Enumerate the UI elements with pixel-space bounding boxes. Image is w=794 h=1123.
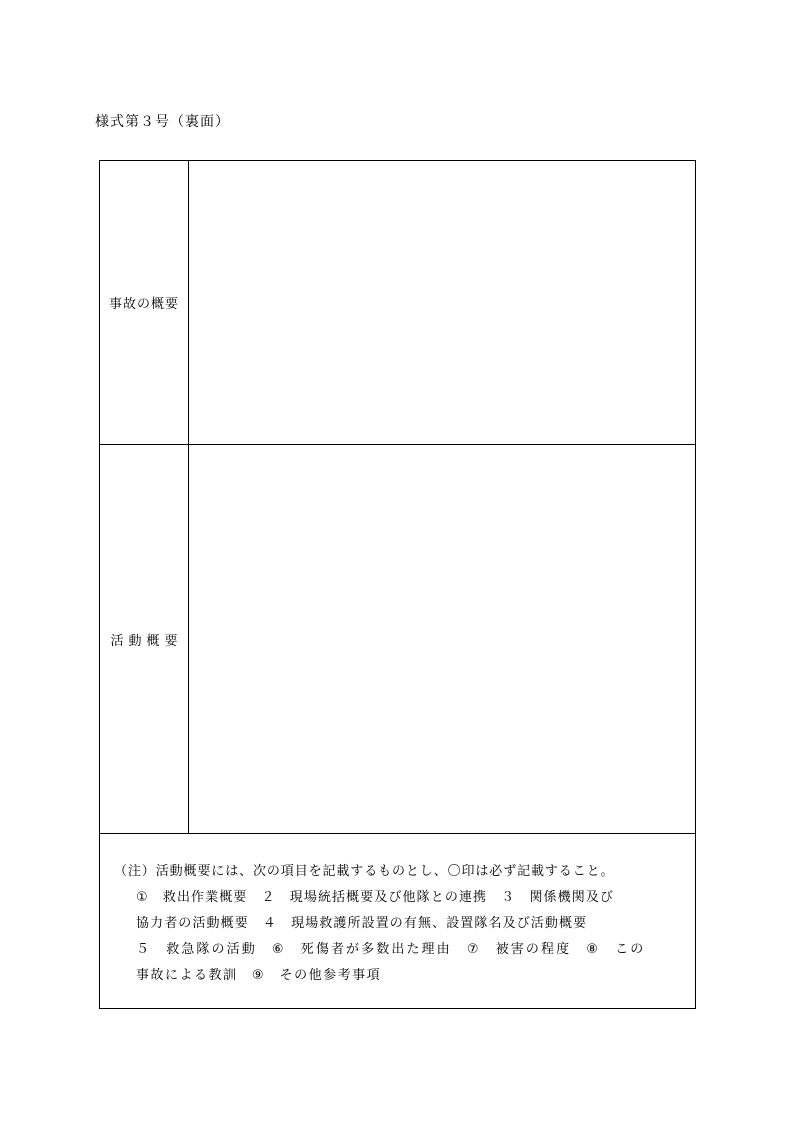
note-line: （注）活動概要には、次の項目を記載するものとし、〇印は必ず記載すること。 bbox=[114, 864, 615, 879]
activity-summary-label-cell bbox=[100, 445, 189, 833]
accident-summary-row bbox=[100, 161, 695, 445]
note-line: 協力者の活動概要 ４ 現場救護所設置の有無、設置隊名及び活動概要 bbox=[136, 916, 588, 931]
note-line: 事故による教訓 ⑨ その他参考事項 bbox=[136, 968, 382, 983]
accident-summary-label: 事故の概要 bbox=[108, 297, 179, 312]
note-line: ① 救出作業概要 ２ 現場統括概要及び他隊との連携 ３ 関係機関及び bbox=[136, 890, 615, 905]
report-table bbox=[99, 160, 696, 1009]
accident-summary-field[interactable] bbox=[189, 161, 695, 444]
notes-row bbox=[100, 834, 695, 1009]
activity-summary-label: 活動概要 bbox=[110, 633, 183, 649]
note-line: ５ 救急隊の活動 ⑥ 死傷者が多数出た理由 ⑦ 被害の程度 ⑧ この bbox=[136, 942, 646, 957]
accident-summary-label-cell bbox=[100, 161, 189, 444]
activity-summary-row bbox=[100, 445, 695, 834]
activity-summary-field[interactable] bbox=[189, 445, 695, 833]
form-title: 様式第３号（裏面） bbox=[95, 114, 230, 130]
